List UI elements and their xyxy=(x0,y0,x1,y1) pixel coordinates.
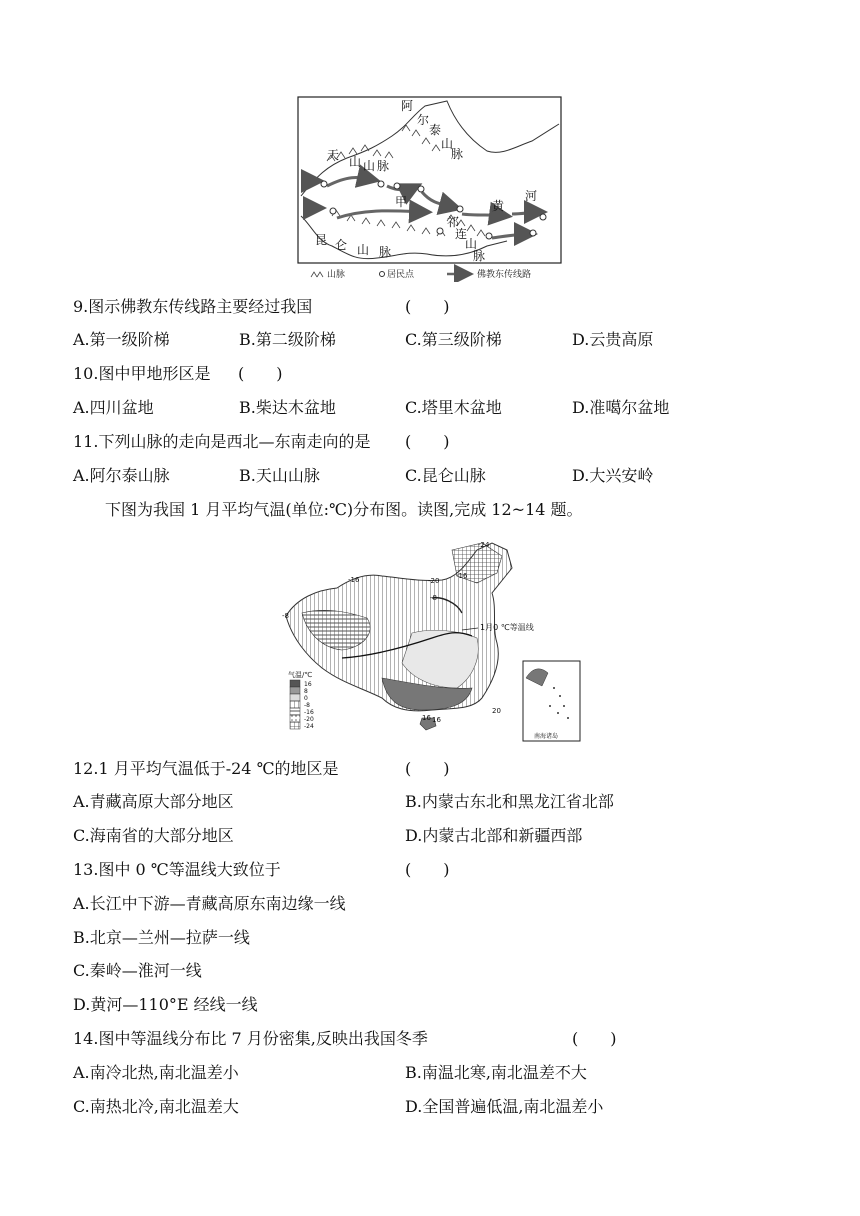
label-altai: 尔 xyxy=(417,113,430,127)
temperature-legend xyxy=(288,670,314,730)
label-kunlun: 昆 xyxy=(315,233,328,247)
legend-route: 佛教东传线路 xyxy=(477,270,532,280)
q10-stem: 10.图中甲地形区是 xyxy=(73,364,211,383)
q9-option-a[interactable]: A.第一级阶梯 xyxy=(73,330,170,349)
legend-value: 16 xyxy=(304,681,312,688)
contour-label: 20 xyxy=(492,707,501,715)
contour-label: -20 xyxy=(428,577,440,585)
q14-option-c[interactable]: C.南热北冷,南北温差大 xyxy=(73,1097,239,1116)
legend-value: 8 xyxy=(304,688,308,695)
q13-stem: 13.图中 0 ℃等温线大致位于 xyxy=(73,860,281,879)
label-qilian: 山 xyxy=(465,237,478,251)
q9-option-c[interactable]: C.第三级阶梯 xyxy=(405,330,502,349)
legend-mountain: 山脉 xyxy=(327,270,346,280)
q12-option-a[interactable]: A.青藏高原大部分地区 xyxy=(73,792,234,811)
q10-option-a[interactable]: A.四川盆地 xyxy=(73,398,154,417)
q12-option-b[interactable]: B.内蒙古东北和黑龙江省北部 xyxy=(405,792,614,811)
january-temperature-map xyxy=(282,538,582,743)
q9-answer-paren[interactable]: ( ) xyxy=(405,297,450,316)
q9-option-d[interactable]: D.云贵高原 xyxy=(572,330,654,349)
q11-option-a[interactable]: A.阿尔泰山脉 xyxy=(73,466,170,485)
legend-value: -20 xyxy=(304,716,314,723)
contour-label: 16 xyxy=(422,714,431,722)
label-tianshan: 山 xyxy=(349,155,362,169)
q13-option-d[interactable]: D.黄河—110°E 经线一线 xyxy=(73,995,258,1014)
q11-option-b[interactable]: B.天山山脉 xyxy=(239,466,320,485)
label-jia: 甲 xyxy=(395,195,408,209)
mountain-legend-icon xyxy=(311,272,323,277)
section-intro: 下图为我国 1 月平均气温(单位:℃)分布图。读图,完成 12~14 题。 xyxy=(105,500,583,519)
q13-option-a[interactable]: A.长江中下游—青藏高原东南边缘一线 xyxy=(73,894,346,913)
q11-option-d[interactable]: D.大兴安岭 xyxy=(572,466,654,485)
q13-answer-paren[interactable]: ( ) xyxy=(405,860,450,879)
label-altai: 泰 xyxy=(429,123,442,137)
q12-option-c[interactable]: C.海南省的大部分地区 xyxy=(73,826,234,845)
map-legend xyxy=(311,268,531,280)
label-altai: 脉 xyxy=(451,147,464,161)
label-tianshan: 天 xyxy=(327,148,340,162)
contour-label: -8 xyxy=(282,612,289,620)
q10-option-d[interactable]: D.准噶尔盆地 xyxy=(572,398,670,417)
label-qilian: 脉 xyxy=(473,249,486,263)
legend-value: -24 xyxy=(304,723,314,730)
q13-option-c[interactable]: C.秦岭—淮河一线 xyxy=(73,961,202,980)
q11-option-c[interactable]: C.昆仑山脉 xyxy=(405,466,486,485)
contour-label: -8 xyxy=(430,594,437,602)
q12-answer-paren[interactable]: ( ) xyxy=(405,759,450,778)
legend-title: 气温/℃ xyxy=(288,671,313,679)
legend-value: 0 xyxy=(304,695,308,702)
q12-stem: 12.1 月平均气温低于-24 ℃的地区是 xyxy=(73,759,339,778)
label-tianshan: 脉 xyxy=(377,159,390,173)
settlement-legend-icon xyxy=(380,272,385,277)
label-kunlun: 脉 xyxy=(379,245,392,259)
contour-label: -16 xyxy=(348,576,360,584)
contour-label: 16 xyxy=(432,716,441,724)
contour-label: -24 xyxy=(478,541,490,549)
legend-value: -8 xyxy=(304,702,310,709)
q10-option-b[interactable]: B.柴达木盆地 xyxy=(239,398,336,417)
q11-stem: 11.下列山脉的走向是西北—东南走向的是 xyxy=(73,432,371,451)
inset-label: 南海诸岛 xyxy=(534,733,559,740)
q10-answer-paren[interactable]: ( ) xyxy=(238,364,283,383)
q13-option-b[interactable]: B.北京—兰州—拉萨一线 xyxy=(73,928,250,947)
buddhism-route-map xyxy=(297,96,562,282)
q12-option-d[interactable]: D.内蒙古北部和新疆西部 xyxy=(405,826,583,845)
label-tianshan: 山 xyxy=(363,159,376,173)
q10-option-c[interactable]: C.塔里木盆地 xyxy=(405,398,502,417)
q14-option-b[interactable]: B.南温北寒,南北温差不大 xyxy=(405,1063,587,1082)
q11-answer-paren[interactable]: ( ) xyxy=(405,432,450,451)
q14-option-a[interactable]: A.南冷北热,南北温差小 xyxy=(73,1063,239,1082)
q14-option-d[interactable]: D.全国普遍低温,南北温差小 xyxy=(405,1097,604,1116)
label-kunlun: 山 xyxy=(357,243,370,257)
label-yellow-river: 河 xyxy=(525,189,538,203)
q9-option-b[interactable]: B.第二级阶梯 xyxy=(239,330,336,349)
label-yellow-river: 黄 xyxy=(492,199,505,213)
label-qilian: 连 xyxy=(455,227,468,241)
label-altai: 山 xyxy=(441,137,454,151)
isotherm-annotation: 1月0 ℃等温线 xyxy=(480,623,534,632)
q9-stem: 9.图示佛教东传线路主要经过我国 xyxy=(73,297,313,316)
south-china-sea-inset xyxy=(523,661,580,741)
label-qilian: 祁 xyxy=(447,215,460,229)
q14-stem: 14.图中等温线分布比 7 月份密集,反映出我国冬季 xyxy=(73,1029,428,1048)
label-kunlun: 仑 xyxy=(335,238,348,252)
contour-label: -16 xyxy=(456,572,468,580)
label-altai: 阿 xyxy=(401,99,414,113)
legend-value: -16 xyxy=(304,709,314,716)
q14-answer-paren[interactable]: ( ) xyxy=(572,1029,617,1048)
legend-settlement: 居民点 xyxy=(387,270,415,280)
